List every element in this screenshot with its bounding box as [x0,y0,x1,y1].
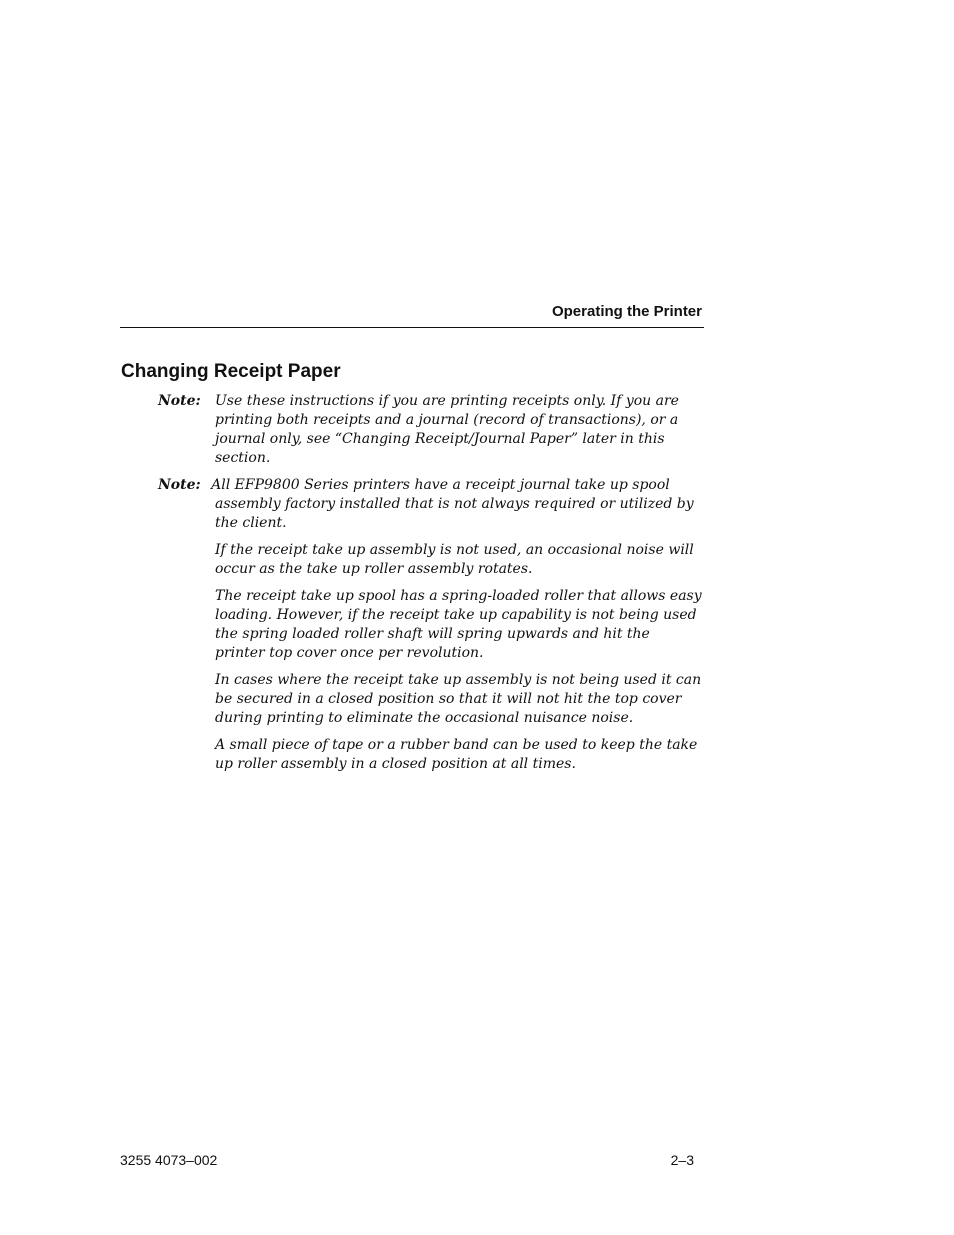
running-header: Operating the Printer [551,303,702,320]
note-2-rest: assembly factory installed that is not always required or utilized by the client. [215,496,694,531]
footer-page-number: 2–3 [670,1152,694,1168]
header-rule [120,327,704,328]
note-1 [158,392,703,468]
paragraph-2: The receipt take up spool has a spring-loaded roller that allows easy loading. However, if the receipt take up capability is not being used the spring loaded roller shaft will spring upwards and hit the printer top cover once per revolution. [215,588,702,661]
paragraph-4: A small piece of tape or a rubber band can be used to keep the take up roller assembly in a closed position at all times. [215,737,698,772]
note-2 [158,476,703,533]
note-1-text: Use these instructions if you are printing receipts only. If you are printing both receipts and a journal (record of transactions), or a journal only, see “Changing Receipt/Journal Paper” later in this section. [215,393,679,466]
paragraph-1: If the receipt take up assembly is not used, an occasional noise will occur as the take up roller assembly rotates. [215,542,694,577]
section-body [158,392,703,782]
footer-doc-number: 3255 4073–002 [120,1152,218,1168]
note-2-first-line: All EFP9800 Series printers have a receipt journal take up spool [211,477,670,493]
note-2-label: Note: [158,477,201,493]
note-1-label: Note: [158,393,201,409]
section-title: Changing Receipt Paper [121,361,341,382]
paragraph-3: In cases where the receipt take up assembly is not being used it can be secured in a closed position so that it will not hit the top cover during printing to eliminate the occasional nuisance noise. [215,672,702,726]
